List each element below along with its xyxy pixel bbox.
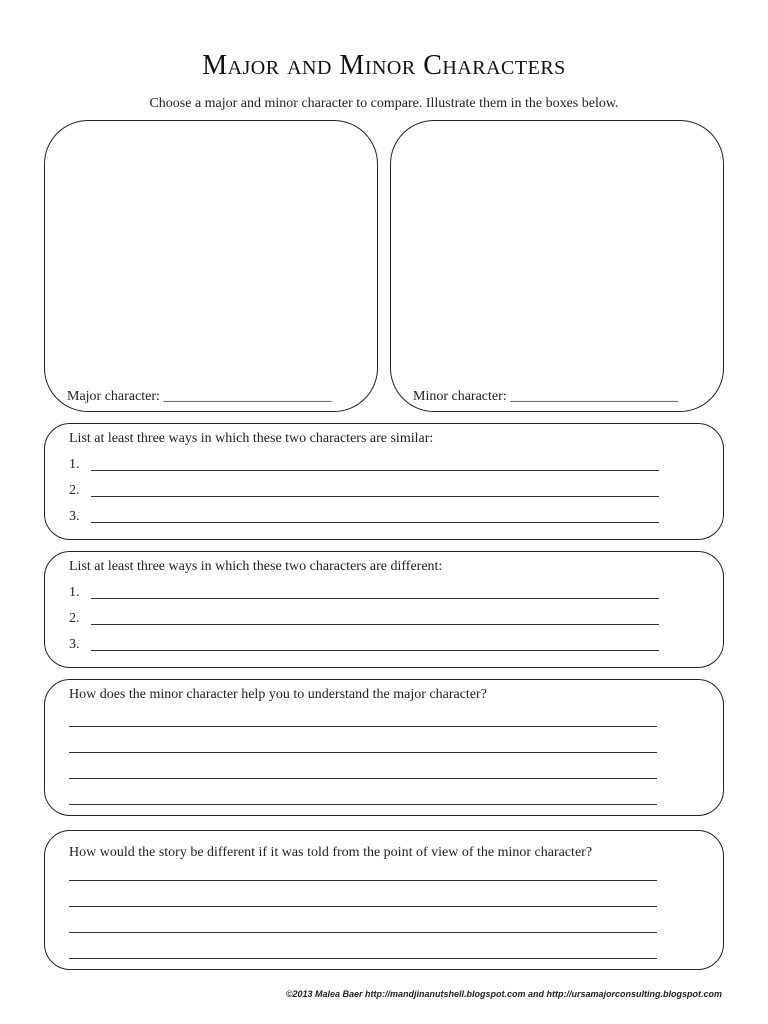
answer-line[interactable] — [91, 624, 659, 625]
instructions: Choose a major and minor character to compare. Illustrate them in the boxes below. — [149, 96, 619, 111]
minor-helps-major-section — [44, 679, 724, 816]
minor-character-drawing-box[interactable] — [390, 120, 724, 412]
row-number: 2. — [69, 483, 80, 498]
similarities-prompt: List at least three ways in which these two characters are similar: — [69, 431, 434, 446]
answer-line[interactable] — [91, 650, 659, 651]
row-number: 1. — [69, 585, 80, 600]
answer-line[interactable] — [69, 778, 657, 779]
answer-line[interactable] — [69, 932, 657, 933]
difference-row[interactable] — [69, 585, 659, 603]
help-prompt: How does the minor character help you to understand the major character? — [69, 687, 487, 702]
difference-row[interactable] — [69, 611, 659, 629]
point-of-view-section — [44, 830, 724, 970]
page-title: Major and Minor Characters — [202, 50, 566, 81]
major-character-drawing-box[interactable] — [44, 120, 378, 412]
copyright-footer: ©2013 Malea Baer http://mandjinanutshell.blogspot.com and http://ursamajorconsulting.blogspot.com — [285, 989, 722, 999]
answer-line[interactable] — [69, 880, 657, 881]
answer-line[interactable] — [91, 598, 659, 599]
answer-line[interactable] — [91, 522, 659, 523]
row-number: 3. — [69, 637, 80, 652]
answer-line[interactable] — [91, 470, 659, 471]
differences-section — [44, 551, 724, 668]
answer-line[interactable] — [91, 496, 659, 497]
row-number: 1. — [69, 457, 80, 472]
answer-line[interactable] — [69, 804, 657, 805]
difference-row[interactable] — [69, 637, 659, 655]
similarity-row[interactable] — [69, 457, 659, 475]
similarity-row[interactable] — [69, 509, 659, 527]
major-character-caption: Major character: ________________________ — [67, 389, 332, 404]
row-number: 2. — [69, 611, 80, 626]
answer-line[interactable] — [69, 726, 657, 727]
story-prompt: How would the story be different if it was told from the point of view of the minor character? — [69, 845, 593, 860]
answer-line[interactable] — [69, 958, 657, 959]
minor-character-caption: Minor character: ________________________ — [413, 389, 679, 404]
answer-line[interactable] — [69, 906, 657, 907]
answer-line[interactable] — [69, 752, 657, 753]
row-number: 3. — [69, 509, 80, 524]
similarities-section — [44, 423, 724, 540]
similarity-row[interactable] — [69, 483, 659, 501]
differences-prompt: List at least three ways in which these two characters are different: — [69, 559, 443, 574]
